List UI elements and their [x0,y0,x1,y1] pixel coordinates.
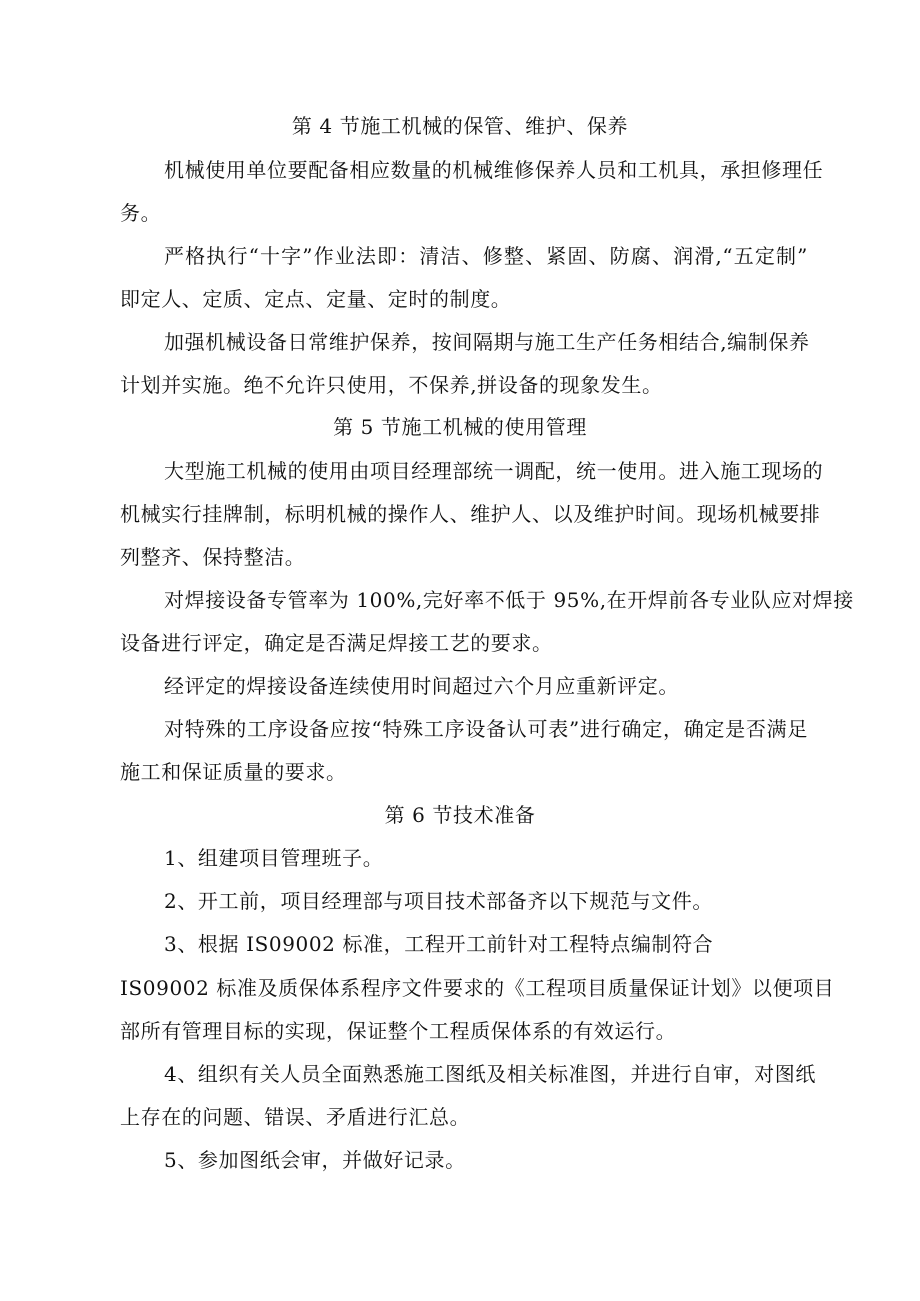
section-heading-5: 第 5 节施工机械的使用管理 [333,415,587,439]
list-item: 5、参加图纸会审，并做好记录。 [164,1148,466,1172]
paragraph-line: 机械使用单位要配备相应数量的机械维修保养人员和工机具，承担修理任 [164,158,824,182]
paragraph-line: 设备进行评定，确定是否满足焊接工艺的要求。 [120,631,553,655]
paragraph-line: 对焊接设备专管率为 100%,完好率不低于 95%,在开焊前各专业队应对焊接 [164,588,854,612]
section-heading-4: 第 4 节施工机械的保管、维护、保养 [291,114,629,138]
paragraph-line: 机械实行挂牌制，标明机械的操作人、维护人、以及维护时间。现场机械要排 [120,502,821,526]
paragraph-line: 列整齐、保持整洁。 [120,545,306,569]
section-heading-6: 第 6 节技术准备 [384,803,536,827]
paragraph-line: 施工和保证质量的要求。 [120,760,347,784]
paragraph-line: 计划并实施。绝不允许只使用，不保养,拼设备的现象发生。 [120,373,663,397]
paragraph-line: IS09002 标准及质保体系程序文件要求的《工程项目质量保证计划》以便项目 [120,976,835,1000]
paragraph-line: 部所有管理目标的实现，保证整个工程质保体系的有效运行。 [120,1019,677,1043]
paragraph-line: 大型施工机械的使用由项目经理部统一调配，统一使用。进入施工现场的 [164,459,824,483]
list-item: 2、开工前，项目经理部与项目技术部备齐以下规范与文件。 [164,889,713,913]
list-item: 3、根据 IS09002 标准，工程开工前针对工程特点编制符合 [164,932,714,956]
list-item: 4、组织有关人员全面熟悉施工图纸及相关标准图，并进行自审，对图纸 [164,1062,816,1086]
paragraph-line: 即定人、定质、定点、定量、定时的制度。 [120,287,512,311]
list-item: 1、组建项目管理班子。 [164,846,384,870]
paragraph-line: 加强机械设备日常维护保养，按间隔期与施工生产任务相结合,编制保养 [164,330,810,354]
paragraph-line: 上存在的问题、错误、矛盾进行汇总。 [120,1105,471,1129]
paragraph-line: 经评定的焊接设备连续使用时间超过六个月应重新评定。 [164,674,679,698]
paragraph-line: 务。 [120,201,162,225]
paragraph-line: 严格执行“十字”作业法即：清洁、修整、紧固、防腐、润滑,“五定制” [164,244,808,268]
paragraph-line: 对特殊的工序设备应按“特殊工序设备认可表”进行确定，确定是否满足 [164,717,808,741]
